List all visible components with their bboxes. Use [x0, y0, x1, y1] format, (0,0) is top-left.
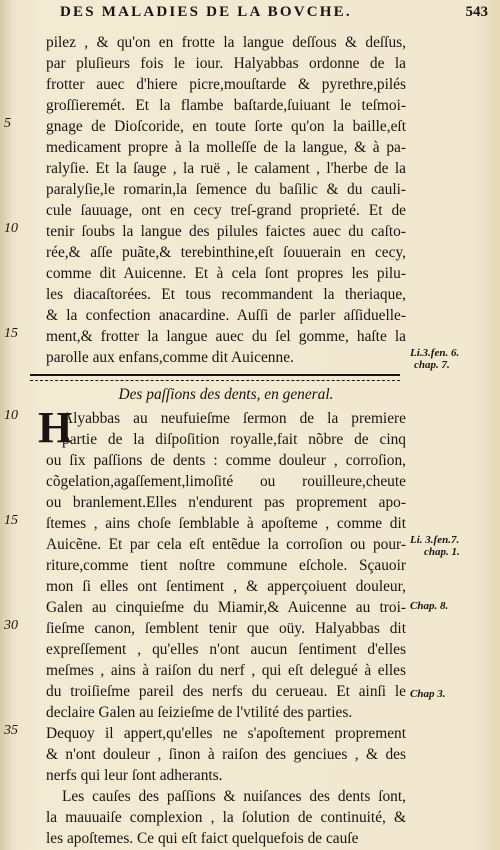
page-header — [60, 4, 500, 24]
text-line: rée,& aſſe puãte,& terebinthine,eſt ſouuerain en cecy, — [46, 244, 406, 261]
text-line: & n'ont douleur , ſinon à raiſon des genciues , & des — [46, 746, 406, 763]
line-number: 5 — [4, 116, 11, 131]
side-note-line: chap. 7. — [414, 359, 450, 371]
text-line: Les cauſes des paſſions & nuiſances des dents ſont, — [62, 788, 406, 805]
text-line: les apoſtemes. Ce qui eſt faict quelquefois de cauſe — [46, 830, 359, 847]
side-note: Chap 3. — [410, 688, 446, 700]
text-line: gnage de Dioſcoride, en toute ſorte qu'on la baille,eſt — [46, 118, 406, 135]
text-line: du troiſieſme pareil des nerfs du cerueau. Et ainſi le — [46, 683, 406, 700]
text-line: paralyſie,le romarin,la ſemence du baſilic & du cauli- — [46, 181, 406, 198]
text-line: par pluſieurs fois le iour. Halyabbas ordonne de la — [46, 55, 406, 72]
line-number: 15 — [4, 513, 18, 528]
section-heading: Des paſſions des dents, en general. — [118, 386, 334, 403]
text-line: Auicẽne. Et par cela eſt entẽdue la corroſion ou pour- — [46, 536, 406, 553]
line-number: 15 — [4, 326, 18, 341]
line-number: 30 — [4, 618, 18, 633]
text-line: declaire Galen au ſeizieſme de l'vtilité des parties. — [46, 704, 353, 721]
text-line: nerfs qui leur ſont adherants. — [46, 767, 223, 784]
drop-cap: H — [38, 403, 73, 452]
text-line: mon ſi elles ont ſentiment , & apperçoiuent douleur, — [46, 578, 406, 595]
text-line: les diacaſtorées. Et tous recommandent la theriaque, — [46, 286, 406, 303]
text-line: groſſieremét. Et la flambe baſtarde,ſuiuant le teſmoi- — [46, 97, 406, 114]
text-line: & la confection anacardine. Auſſi de parler aſſiduelle- — [46, 307, 406, 324]
text-line: ſieſme canon, ſemblent tenir que oüy. Halyabbas dit — [46, 620, 406, 637]
text-line: cule ſauuage, ont en cecy treſ-grand proprieté. Et de — [46, 202, 406, 219]
side-note: Chap. 8. — [410, 600, 449, 612]
side-note-line: Li. 3.fen.7. — [410, 534, 460, 546]
text-line: ou branlement.Elles n'endurent pas proprement apo- — [46, 494, 406, 511]
text-line: Alyabbas au neufuieſme ſermon de la premiere — [62, 410, 406, 427]
line-number: 10 — [4, 408, 18, 423]
text-line: pilez , & qu'on en frotte la langue deſſous & deſſus, — [46, 34, 406, 51]
section-divider — [30, 374, 400, 381]
text-line: tenir ſoubs la langue des pilules faictes auec du caſto- — [46, 223, 406, 240]
text-line: comme dit Auicenne. Et à cela ſont propres les pilu- — [46, 265, 406, 282]
text-line: ment,& frotter la langue auec du ſel gomme, haſte la — [46, 328, 406, 345]
text-line: medicament propre à la molleſſe de la langue, & à pa- — [46, 139, 406, 156]
text-line: ou ſix paſſions de dents : comme douleur , corroſion, — [46, 452, 406, 469]
text-line: ralyſie. Et la ſauge , la ruë , le calament , l'herbe de la — [46, 160, 406, 177]
side-note-line: chap. 1. — [424, 546, 460, 558]
text-line: cõgelation,agaſſement,limoſité ou rouilleure,cheute — [46, 473, 406, 490]
text-line: meſmes , ains à raiſon du nerf , qui eſt delegué à elles — [46, 662, 406, 679]
side-note-line: Li.3.fen. 6. — [410, 347, 460, 359]
text-line: parolle aux enfans,comme dit Auicenne. — [46, 349, 294, 366]
side-note — [410, 347, 500, 371]
text-line: ſtemes , ains choſe ſemblable à apoſteme , comme dit — [46, 515, 406, 532]
running-title: DES MALADIES DE LA BOVCHE. — [60, 4, 352, 20]
text-line: la mauuaiſe complexion , la ſolution de continuité, & — [46, 809, 406, 826]
text-line: expreſſement , qu'elles n'ont aucun ſentiment d'elles — [46, 641, 406, 658]
line-number: 10 — [4, 221, 18, 236]
side-note — [410, 534, 500, 558]
text-line: riture,comme tient noſtre commune eſchole. Sçauoir — [46, 557, 406, 574]
text-line: Galen au cinquieſme du Miamir,& Auicenne au troi- — [46, 599, 406, 616]
text-line: frotter auec d'hiere picre,mouſtarde & pyrethre,pilés — [46, 76, 406, 93]
line-number: 35 — [4, 723, 18, 738]
text-line: Dequoy il appert,qu'elles ne s'apoſtement proprement — [46, 725, 406, 742]
text-line: partie de la diſpoſition royalle,fait nõbre de cinq — [62, 431, 406, 448]
page-number: 543 — [465, 4, 488, 20]
